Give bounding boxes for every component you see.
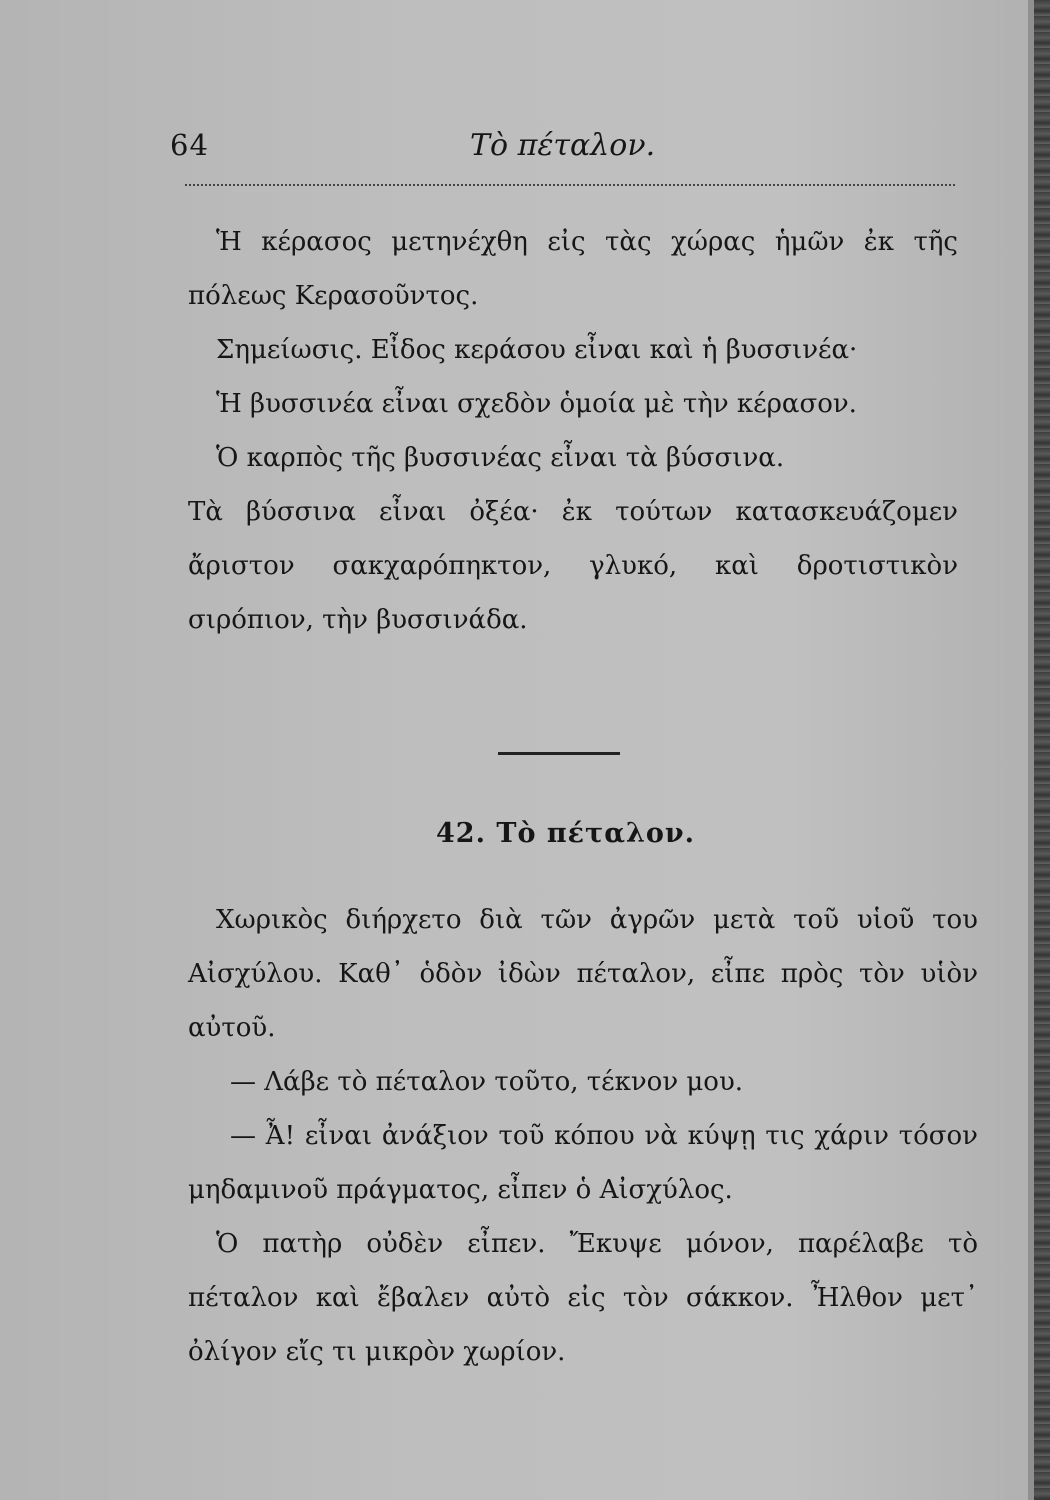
page-header [170,128,960,172]
paragraph-father-action: Ὁ πατὴρ οὐδὲν εἶπεν. Ἔκυψε μόνον, παρέλαβε τὸ πέταλον καὶ ἔβαλεν αὐτὸ εἰς τὸν σάκκον. Ἦλθον μετ᾽ ὀλίγον εἴς τι μικρὸν χωρίον. [188,1229,978,1367]
running-title: Τὸ πέταλον. [470,128,656,163]
header-divider [185,184,955,186]
page-binding-edge [1034,0,1050,1500]
section-cherry-text [188,215,958,647]
paragraph-dialogue-son: — Ἆ! εἶναι ἀνάξιον τοῦ κόπου νὰ κύψῃ τις χάριν τόσον μηδαμινοῦ πράγματος, εἶπεν ὁ Αἰσχύλος. [188,1121,978,1205]
section-divider [498,752,620,755]
paragraph-story-intro: Χωρικὸς διήρχετο διὰ τῶν ἀγρῶν μετὰ τοῦ υἱοῦ του Αἰσχύλου. Καθ᾽ ὁδὸν ἰδὼν πέταλον, εἶπε πρὸς τὸν υἱὸν αὐτοῦ. [188,905,978,1043]
paragraph-dialogue-father: — Λάβε τὸ πέταλον τοῦτο, τέκνον μου. [230,1067,744,1097]
paragraph-note-heading: Σημείωσις. Εἶδος κεράσου εἶναι καὶ ἡ βυσσινέα· [216,335,858,365]
paragraph-cherry-origin: Ἡ κέρασος μετηνέχθη εἰς τὰς χώρας ἡμῶν ἐκ τῆς πόλεως Κερασοῦντος. [188,227,958,311]
paragraph-sour-cherry: Ἡ βυσσινέα εἶναι σχεδὸν ὁμοία μὲ τὴν κέρασον. [216,389,857,419]
section-heading: 42. Τὸ πέταλον. [436,818,696,849]
paragraph-uses: Τὰ βύσσινα εἶναι ὀξέα· ἐκ τούτων κατασκευάζομεν ἄριστον σακχαρόπηκτον, γλυκό, καὶ δροτιστικὸν σιρόπιον, τὴν βυσσινάδα. [188,497,958,635]
page-number: 64 [170,128,209,162]
paragraph-fruit: Ὁ καρπὸς τῆς βυσσινέας εἶναι τὰ βύσσινα. [216,443,785,473]
section-horseshoe-text [188,893,978,1379]
